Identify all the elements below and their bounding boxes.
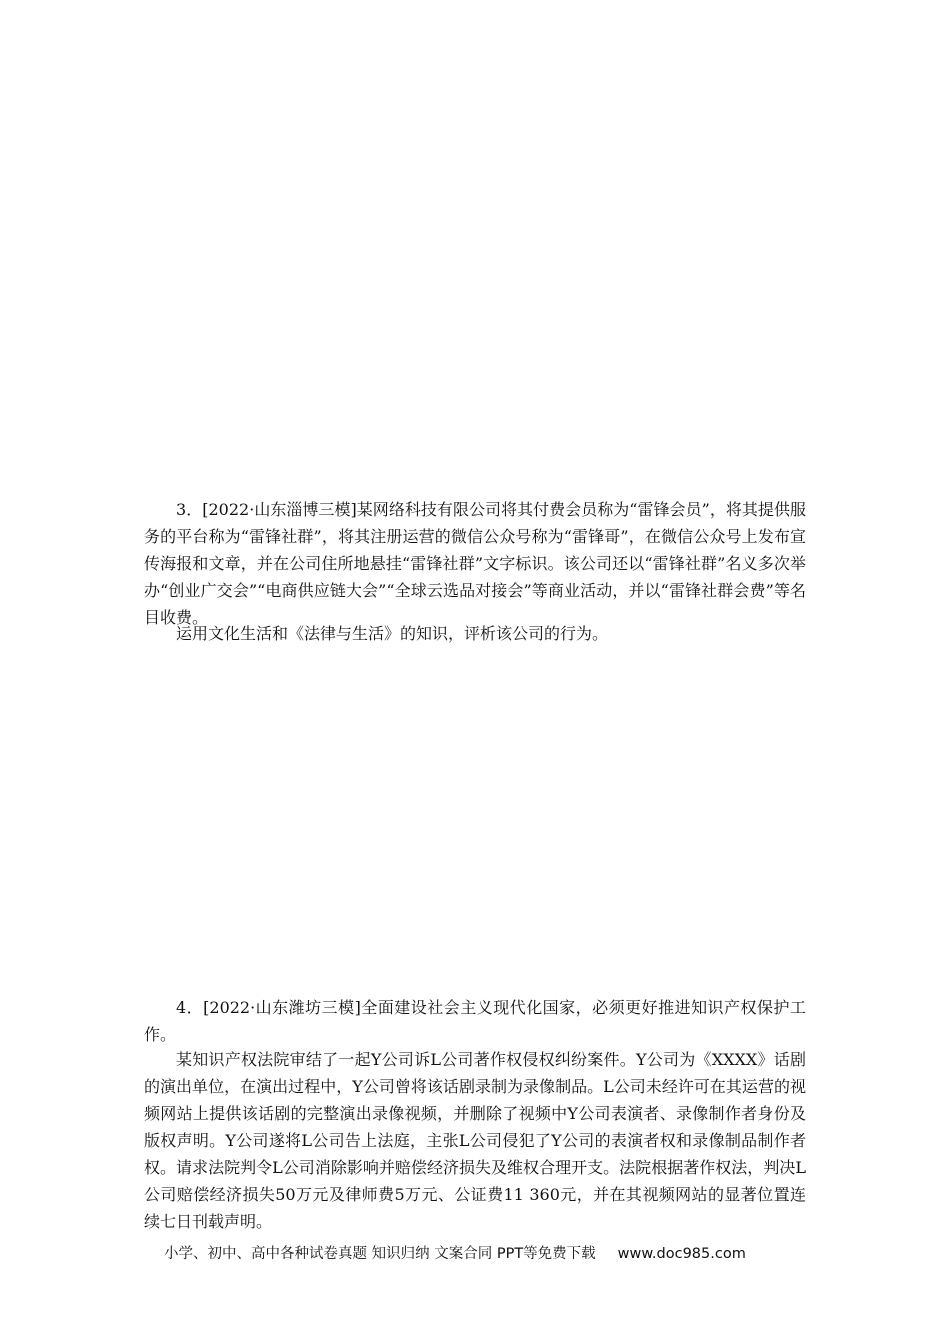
question-3-body: 3．[2022·山东淄博三模]某网络科技有限公司将其付费会员称为“雷锋会员”，将其提供服务的平台称为“雷锋社群”，将其注册运营的微信公众号称为“雷锋哥”，在微信公众号上发布宣传海报和文章，并在公司住所地悬挂“雷锋社群”文字标识。该公司还以“雷锋社群”名义多次举办“创业广交会”“电商供应链大会”“全球云选品对接会”等商业活动，并以“雷锋社群会费”等名目收费。 bbox=[144, 500, 806, 627]
question-4-heading: 4．[2022·山东潍坊三模]全面建设社会主义现代化国家，必须更好推进知识产权保护工作。 bbox=[144, 998, 806, 1044]
footer-text: 小学、初中、高中各种试卷真题 知识归纳 文案合同 PPT等免费下载 bbox=[164, 1246, 596, 1262]
page-footer bbox=[164, 1244, 804, 1264]
question-3-task: 运用文化生活和《法律与生活》的知识，评析该公司的行为。 bbox=[176, 624, 609, 643]
question-4-body: 某知识产权法院审结了一起Y公司诉L公司著作权侵权纠纷案件。Y公司为《XXXX》话剧的演出单位，在演出过程中，Y公司曾将该话剧录制为录像制品。L公司未经许可在其运营的视频网站上提供该话剧的完整演出录像视频，并删除了视频中Y公司表演者、录像制作者身份及版权声明。Y公司遂将L公司告上法庭，主张L公司侵犯了Y公司的表演者权和录像制品制作者权。请求法院判令L公司消除影响并赔偿经济损失及维权合理开支。法院根据著作权法，判决L公司赔偿经济损失50万元及律师费5万元、公证费11 360元，并在其视频网站的显著位置连续七日刊载声明。 bbox=[144, 1050, 806, 1231]
footer-site-link[interactable]: www.doc985.com bbox=[617, 1246, 746, 1262]
